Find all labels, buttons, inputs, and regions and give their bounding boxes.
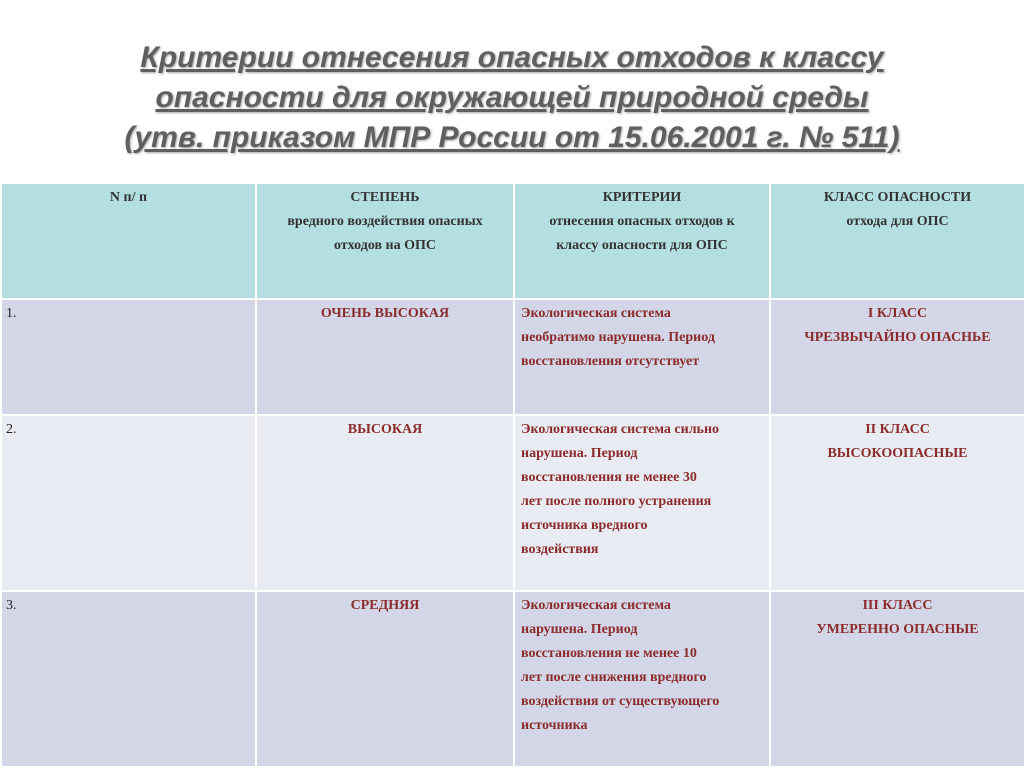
- criteria-table: [0, 182, 1024, 768]
- row-degree: СРЕДНЯЯ: [256, 591, 514, 767]
- row-degree: ВЫСОКАЯ: [256, 415, 514, 591]
- table-row: [1, 591, 1024, 767]
- row-number: 2.: [1, 415, 256, 591]
- table-row: [1, 415, 1024, 591]
- row-class: I КЛАСС ЧРЕЗВЫЧАЙНО ОПАСНЬЕ: [770, 299, 1024, 415]
- row-criteria: Экологическая система сильно нарушена. Период восстановления не менее 30 лет после полного устранения источника вредного воздействия: [514, 415, 770, 591]
- row-criteria: Экологическая система необратимо нарушена. Период восстановления отсутствует: [514, 299, 770, 415]
- title-line-1: Критерии отнесения опасных отходов к классу: [140, 41, 884, 74]
- header-number: N п/ п: [1, 183, 256, 299]
- row-criteria: Экологическая система нарушена. Период восстановления не менее 10 лет после снижения вредного воздействия от существующего источника: [514, 591, 770, 767]
- row-number: 3.: [1, 591, 256, 767]
- row-number: 1.: [1, 299, 256, 415]
- row-degree: ОЧЕНЬ ВЫСОКАЯ: [256, 299, 514, 415]
- table-row: [1, 299, 1024, 415]
- header-degree: СТЕПЕНЬ вредного воздействия опасных отходов на ОПС: [256, 183, 514, 299]
- row-class: III КЛАСС УМЕРЕННО ОПАСНЫЕ: [770, 591, 1024, 767]
- slide-title: [0, 38, 1024, 158]
- header-hazard-class: КЛАСС ОПАСНОСТИ отхода для ОПС: [770, 183, 1024, 299]
- title-line-2: опасности для окружающей природной среды: [155, 81, 869, 114]
- row-class: II КЛАСС ВЫСОКООПАСНЫЕ: [770, 415, 1024, 591]
- table-header-row: [1, 183, 1024, 299]
- title-line-3: (утв. приказом МПР России от 15.06.2001 г. № 511): [124, 121, 900, 154]
- header-criteria: КРИТЕРИИ отнесения опасных отходов к классу опасности для ОПС: [514, 183, 770, 299]
